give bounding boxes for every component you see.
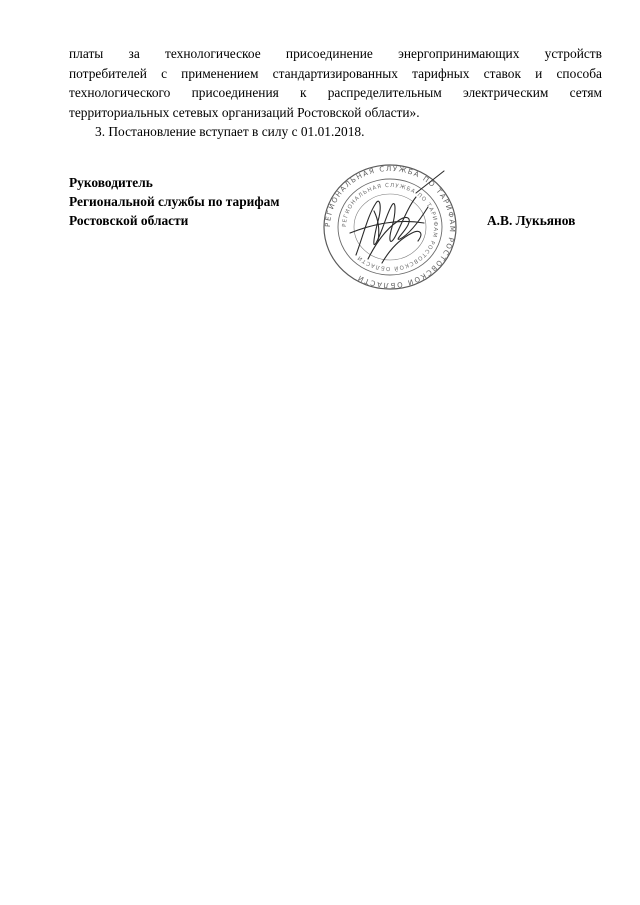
- paragraph-line: платы за технологическое присоединение энергопринимающих устройств: [69, 46, 602, 61]
- signatory-title: [69, 173, 279, 230]
- paragraph-line: территориальных сетевых организаций Ростовской области».: [69, 104, 420, 120]
- paragraph-line: потребителей с применением стандартизированных тарифных ставок и способа: [69, 65, 602, 81]
- paragraph-continuation: [69, 44, 602, 122]
- seal-inner-text: РЕГИОНАЛЬНАЯ СЛУЖБА ПО ТАРИФАМ РОСТОВСКОЙ ОБЛАСТИ: [341, 182, 439, 272]
- signatory-title-line: Региональной службы по тарифам: [69, 194, 280, 209]
- signatory-name: А.В. Лукьянов: [487, 213, 576, 228]
- signatory-title-line: Ростовской области: [69, 213, 189, 228]
- official-seal-with-signature: [316, 163, 464, 291]
- seal-ring-text: РЕГИОНАЛЬНАЯ СЛУЖБА ПО ТАРИФАМ РОСТОВСКОЙ ОБЛАСТИ: [323, 164, 457, 290]
- paragraph-line: технологического присоединения к распределительным электрическим сетям: [69, 85, 602, 100]
- signatory-title-line: Руководитель: [69, 175, 153, 190]
- item-3-text: 3. Постановление вступает в силу с 01.01.2018.: [95, 124, 365, 139]
